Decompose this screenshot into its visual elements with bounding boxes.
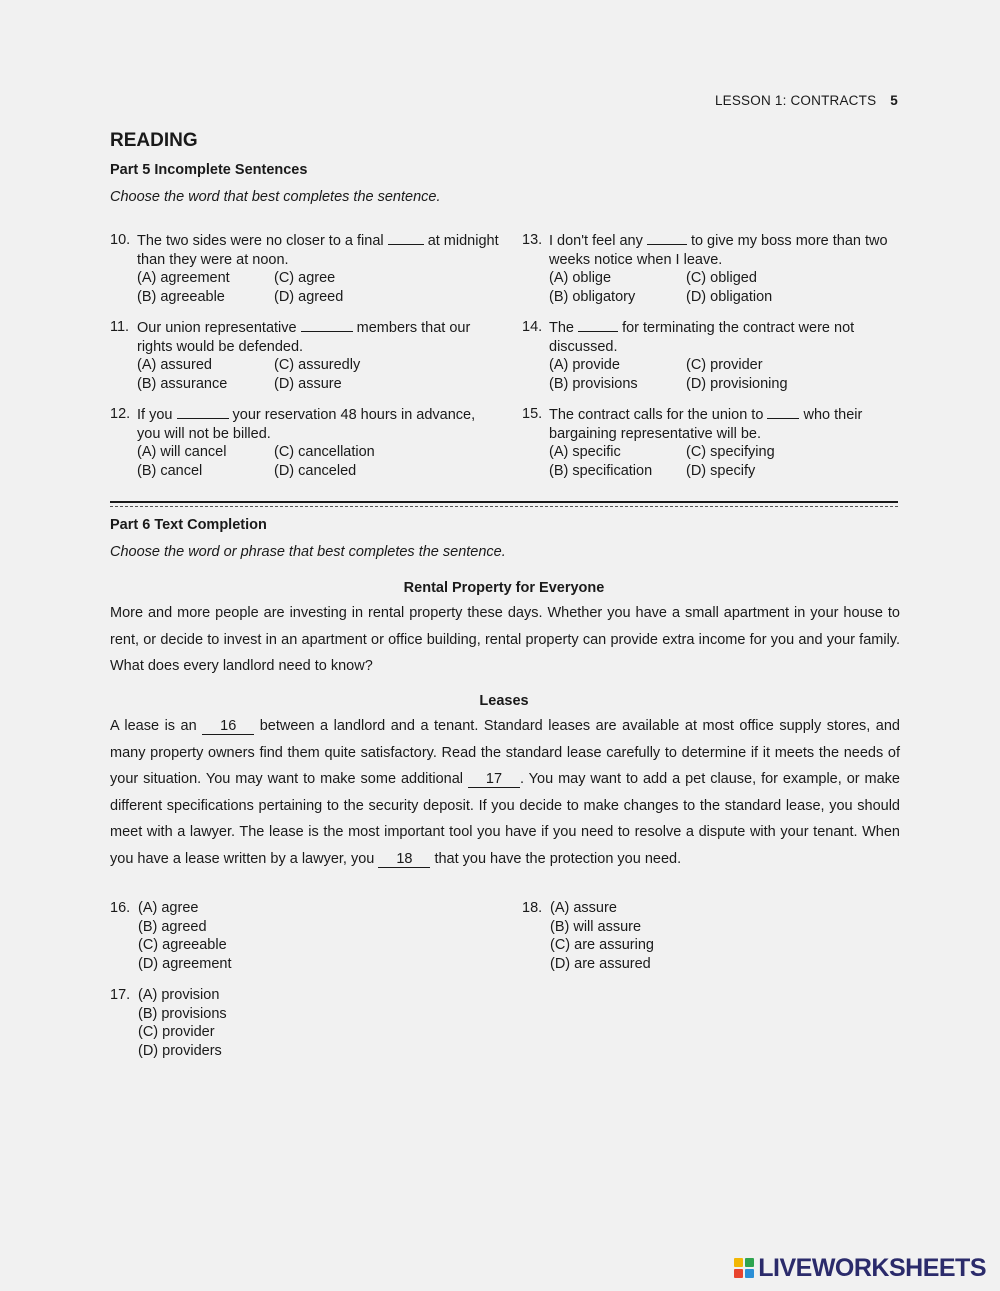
question-text: to give my boss more than two weeks notice when I leave. [549,233,888,268]
question-text: I don't feel any [549,233,643,249]
option[interactable]: (D) obligation [686,288,773,305]
question-number: 18. [522,900,543,916]
liveworksheets-logo[interactable] [734,1255,986,1281]
logo-square [734,1258,743,1267]
option[interactable]: (A) oblige [549,270,612,286]
question-14 [522,318,898,393]
answer-set-17 [110,986,227,1060]
logo-square [734,1269,743,1278]
question-text: The two sides were no closer to a final [137,233,384,249]
question-number: 14. [522,319,543,335]
option[interactable]: (B) agreeable [137,288,225,305]
option[interactable]: (D) providers [138,1042,222,1059]
paragraph-text: between a landlord and a tenant. Standard leases are available at most office supply stores, and many property owners find them quite satisfactory. Read the standard lease carefully to determine if it meets the needs of your situation. You may want to make some additional [110,718,900,787]
question-15 [522,405,898,480]
option[interactable]: (C) provider [686,357,763,373]
option[interactable]: (A) provision [138,987,220,1003]
option[interactable]: (D) provisioning [686,375,788,392]
section-divider-thin [110,506,898,507]
answer-blank-16[interactable]: 16 [202,718,254,735]
option[interactable]: (B) provisions [138,1005,227,1022]
option[interactable]: (A) will cancel [137,444,227,460]
question-number: 15. [522,406,543,422]
paragraph-text: that you have the protection you need. [434,850,682,867]
question-text: The [549,320,574,336]
option[interactable]: (D) agreement [138,955,232,972]
logo-text: LIVEWORKSHEETS [758,1253,986,1282]
option[interactable]: (B) obligatory [549,288,636,305]
question-12 [110,405,500,480]
option[interactable]: (B) will assure [550,918,642,935]
question-11 [110,318,500,393]
option[interactable]: (B) specification [549,462,653,479]
question-text: members that our rights would be defended. [137,320,471,355]
option[interactable]: (C) cancellation [274,444,375,460]
option[interactable]: (C) are assuring [550,937,654,954]
option[interactable]: (A) assure [550,900,617,916]
part6-title: Part 6 Text Completion [110,517,267,533]
option[interactable]: (C) agreeable [138,937,227,954]
paragraph-text: A lease is an [110,718,197,734]
part5-instruction: Choose the word that best completes the sentence. [110,189,441,205]
answer-blank[interactable] [177,405,229,419]
answer-blank[interactable] [388,231,424,245]
question-number: 13. [522,232,543,248]
option[interactable]: (D) are assured [550,955,651,972]
option[interactable]: (D) assure [274,375,342,392]
option[interactable]: (C) obliged [686,270,757,286]
question-13 [522,231,898,306]
answer-blank-18[interactable]: 18 [378,851,430,868]
answer-blank[interactable] [767,405,799,419]
answer-set-16 [110,899,231,973]
question-number: 10. [110,232,131,248]
answer-blank[interactable] [578,318,618,332]
option[interactable]: (C) specifying [686,444,775,460]
question-10 [110,231,500,306]
question-number: 11. [110,319,130,335]
part5-title: Part 5 Incomplete Sentences [110,162,308,178]
option[interactable]: (D) canceled [274,462,357,479]
option[interactable]: (A) agreement [137,270,230,286]
option[interactable]: (B) provisions [549,375,638,392]
question-text: Our union representative [137,320,297,336]
article-title: Rental Property for Everyone [403,580,605,596]
option[interactable]: (A) provide [549,357,620,373]
answer-set-18 [522,899,654,973]
option[interactable]: (D) specify [686,462,756,479]
question-text: who their bargaining representative will be. [549,407,863,442]
logo-squares-icon [734,1258,754,1278]
question-text: The contract calls for the union to [549,407,764,423]
page-header [600,93,898,108]
option[interactable]: (B) agreed [138,918,207,935]
option[interactable]: (A) assured [137,357,212,373]
lesson-label: LESSON 1: CONTRACTS [714,93,877,108]
logo-square [745,1258,754,1267]
section-title: Leases [479,693,529,709]
answer-blank[interactable] [647,231,687,245]
paragraph-text: . You may want to add a pet clause, for example, or make different specifications pertaining to the security deposit. If you decide to make changes to the standard lease, you should meet with a lawyer. The lease is the most important tool you have if you need to resolve a dispute with your tenant. When you have a lease written by a lawyer, you [110,771,900,867]
page-number: 5 [890,93,898,108]
option[interactable]: (B) assurance [137,375,228,392]
option[interactable]: (B) cancel [137,462,203,479]
question-text: If you [137,407,173,423]
option[interactable]: (C) provider [138,1024,215,1041]
option[interactable]: (C) assuredly [274,357,361,373]
option[interactable]: (D) agreed [274,288,344,305]
question-text: at midnight than they were at noon. [137,233,499,268]
logo-square [745,1269,754,1278]
part6-instruction: Choose the word or phrase that best completes the sentence. [110,544,506,560]
option[interactable]: (A) specific [549,444,621,460]
question-text: your reservation 48 hours in advance, you will not be billed. [137,407,476,442]
question-text: for terminating the contract were not discussed. [549,320,855,355]
question-number: 12. [110,406,131,422]
answer-blank[interactable] [301,318,353,332]
leases-paragraph [110,713,900,872]
option[interactable]: (A) agree [138,900,199,916]
section-divider [110,501,898,503]
reading-heading: READING [110,130,198,151]
question-number: 17. [110,987,131,1003]
article-intro: More and more people are investing in rental property these days. Whether you have a small apartment in your house to rent, or decide to invest in an apartment or office building, rental property can provide extra income for you and your family. What does every landlord need to know? [110,605,900,674]
question-number: 16. [110,900,131,916]
answer-blank-17[interactable]: 17 [468,771,520,788]
option[interactable]: (C) agree [274,270,336,286]
